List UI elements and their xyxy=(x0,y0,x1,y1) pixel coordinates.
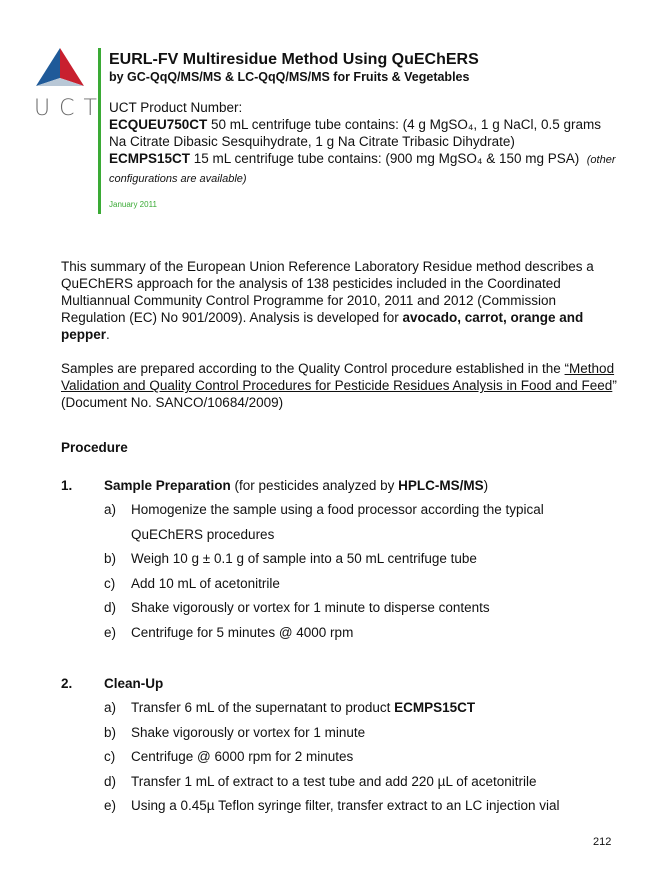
logo-text: UCT xyxy=(34,96,106,121)
section-clean-up xyxy=(61,674,631,819)
product-2-line xyxy=(109,150,618,188)
document-title: EURL-FV Multiresidue Method Using QuEChERS xyxy=(109,51,479,68)
uct-logo xyxy=(34,48,106,121)
summary-paragraph-2: Samples are prepared according to the Quality Control procedure established in the “Method Validation and Quality Control Procedures for Pesticide Residues Analysis in Food and Feed” (Document No. SANCO/10684/2009) xyxy=(61,361,617,410)
list-item: b) Weigh 10 g ± 0.1 g of sample into a 50 mL centrifuge tube xyxy=(104,551,477,566)
product-1-description: 50 mL centrifuge tube contains: (4 g MgSO₄, 1 g NaCl, 0.5 grams Na Citrate Dibasic Sesquihydrate, 1 g Na Citrate Tribasic Dihydrate) xyxy=(109,117,601,149)
section-2-number: 2. xyxy=(61,676,73,691)
list-item: e) Using a 0.45µ Teflon syringe filter, transfer extract to an LC injection vial xyxy=(104,798,560,813)
document-date: January 2011 xyxy=(109,200,157,209)
product-1-line xyxy=(109,116,618,150)
list-item: d) Transfer 1 mL of extract to a test tube and add 220 µL of acetonitrile xyxy=(104,773,537,789)
section-1-title: 1. Sample Preparation (for pesticides analyzed by HPLC-MS/MS) xyxy=(61,476,631,496)
list-item: a) Homogenize the sample using a food processor according the typical QuEChERS procedures xyxy=(104,502,544,542)
product-2-description: 15 mL centrifuge tube contains: (900 mg MgSO₄ & 150 mg PSA) xyxy=(190,151,580,166)
list-item: e) Centrifuge for 5 minutes @ 4000 rpm xyxy=(104,624,354,640)
reference-link[interactable]: “Method Validation and Quality Control Procedures for Pesticide Residues Analysis in Food and Feed xyxy=(61,361,615,393)
section-1-number: 1. xyxy=(61,478,73,493)
summary-paragraph-1: This summary of the European Union Reference Laboratory Residue method describes a QuEChERS approach for the analysis of 138 pesticides included in the Coordinated Multiannual Community Control Programme for 2010, 2011 and 2012 (Commission Regulation (EC) No 901/2009). Analysis is developed for avocado, carrot, orange and pepper. xyxy=(61,259,594,342)
procedure-heading: Procedure xyxy=(61,440,128,455)
list-item: c) Add 10 mL of acetonitrile xyxy=(104,575,280,591)
document-subtitle: by GC-QqQ/MS/MS & LC-QqQ/MS/MS for Fruits & Vegetables xyxy=(109,70,470,84)
document-header xyxy=(98,48,618,214)
section-2-list xyxy=(61,696,631,819)
section-sample-preparation xyxy=(61,476,631,645)
matrices-bold: avocado, carrot, orange and pepper xyxy=(61,310,584,342)
product-2-note: (other configurations are available) xyxy=(109,154,616,185)
logo-triangle-icon xyxy=(34,48,86,88)
list-item: d) Shake vigorously or vortex for 1 minute to disperse contents xyxy=(104,600,490,615)
list-item: a) Transfer 6 mL of the supernatant to product ECMPS15CT xyxy=(104,700,476,715)
summary-section xyxy=(61,258,621,428)
list-item: c) Centrifuge @ 6000 rpm for 2 minutes xyxy=(104,749,354,764)
section-1-list xyxy=(61,498,631,645)
product-1-code: ECQUEU750CT xyxy=(109,117,208,132)
section-2-title: 2. Clean-Up xyxy=(61,674,631,694)
product-number-label: UCT Product Number: xyxy=(109,100,243,115)
page-number: 212 xyxy=(593,836,612,848)
list-item: b) Shake vigorously or vortex for 1 minute xyxy=(104,724,366,740)
product-2-code: ECMPS15CT xyxy=(109,151,191,166)
